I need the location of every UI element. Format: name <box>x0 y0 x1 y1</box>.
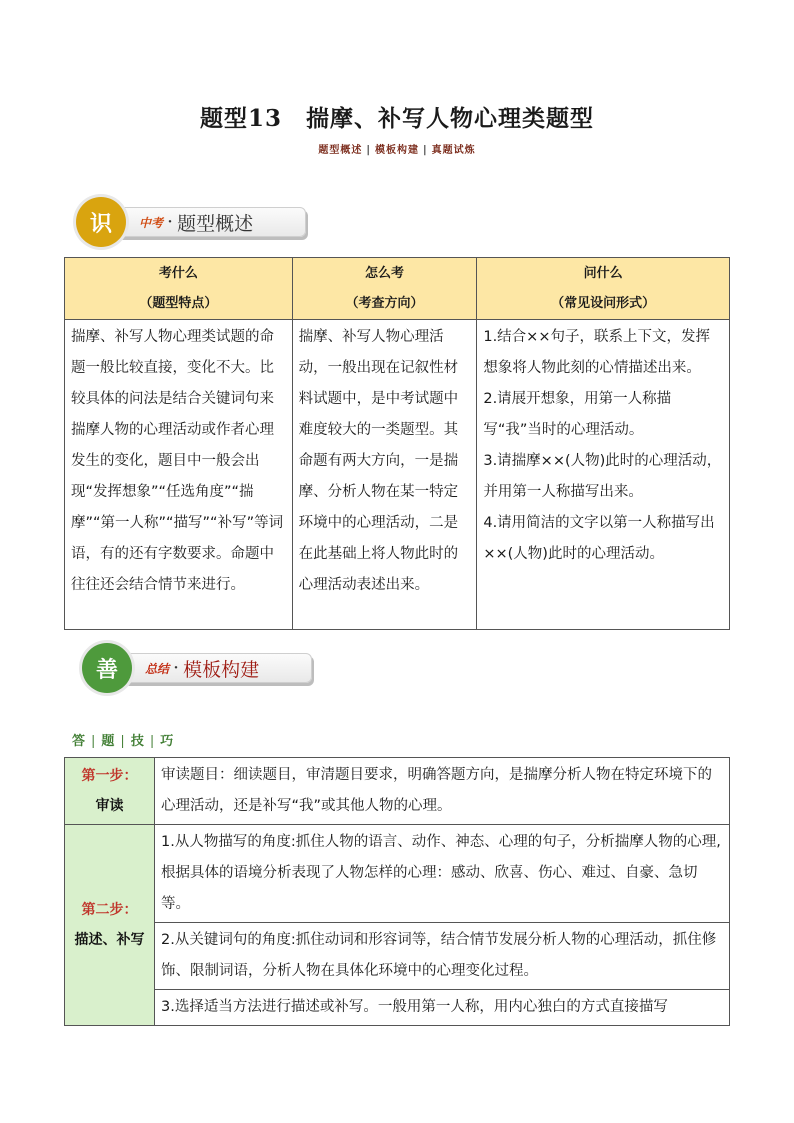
section-dot: · <box>167 211 174 233</box>
overview-table <box>64 257 730 630</box>
page-title: 题型13 揣摩、补写人物心理类题型 <box>199 105 594 132</box>
section-tag: 总结 <box>145 661 170 676</box>
step-1-text: 审读题目：细读题目，审清题目要求，明确答题方向，是揣摩分析人物在特定环境下的心理活动，还是补写“我”或其他人物的心理。 <box>155 758 730 825</box>
section-bar <box>122 653 312 683</box>
step-2-label: 第二步： 描述、补写 <box>65 825 155 1026</box>
step-1-label: 第一步： 审读 <box>65 758 155 825</box>
subtitle-part-2: 模板构建 <box>375 145 419 156</box>
section-title: 题型概述 <box>177 212 254 235</box>
table-cell-directions: 揣摩、补写人物心理活动，一般出现在记叙性材料试题中，是中考试题中难度较大的一类题型。其命题有两大方向，一是揣摩、分析人物在某一特定环境中的心理活动，二是在此基础上将人物此时的心理活动表述出来。 <box>292 320 477 630</box>
subtitle: 题型概述 | 模板构建 | 真题试炼 <box>318 145 476 156</box>
table-cell-questions <box>477 320 730 630</box>
section-badge-icon: 识 <box>76 197 126 247</box>
table-cell-features: 揣摩、补写人物心理类试题的命题一般比较直接，变化不大。比较具体的问法是结合关键词句来揣摩人物的心理活动或作者心理发生的变化，题目中一般会出现“发挥想象”“任选角度”“揣摩”“第一人称”“描写”“补写”等词语，有的还有字数要求。命题中往往还会结合情节来进行。 <box>65 320 293 630</box>
table-header-2: 怎么考 （考查方向） <box>292 258 477 320</box>
question-item: 1.结合××句子，联系上下文，发挥想象将人物此刻的心情描述出来。 <box>483 329 710 376</box>
step-2-item-1: 1.从人物描写的角度:抓住人物的语言、动作、神态、心理的句子，分析揣摩人物的心理,根据具体的语境分析表现了人物怎样的心理：感动、欣喜、伤心、难过、自豪、急切等。 <box>155 825 730 923</box>
steps-table <box>64 757 730 1026</box>
section-bar <box>116 207 306 237</box>
section-title: 模板构建 <box>183 658 260 681</box>
section-badge-icon: 善 <box>82 643 132 693</box>
step-2-item-2: 2.从关键词句的角度:抓住动词和形容词等，结合情节发展分析人物的心理活动，抓住修饰、限制词语，分析人物在具体化环境中的心理变化过程。 <box>155 923 730 990</box>
section-banner-overview <box>76 197 316 249</box>
section-tag: 中考 <box>139 215 164 230</box>
subtitle-part-3: 真题试炼 <box>431 145 476 156</box>
table-header-1: 考什么 （题型特点） <box>65 258 293 320</box>
question-item: 3.请揣摩××(人物)此时的心理活动，并用第一人称描写出来。 <box>483 453 722 500</box>
step-2-item-3: 3.选择适当方法进行描述或补写。一般用第一人称，用内心独白的方式直接描写 <box>155 990 730 1026</box>
question-item: 4.请用简洁的文字以第一人称描写出××(人物)此时的心理活动。 <box>483 515 715 562</box>
section-dot: · <box>173 657 180 679</box>
table-header-3: 问什么 （常见设问形式） <box>477 258 730 320</box>
question-item: 2.请展开想象，用第一人称描写“我”当时的心理活动。 <box>483 391 672 438</box>
subtitle-part-1: 题型概述 <box>318 145 363 156</box>
skills-label: 答 | 题 | 技 | 巧 <box>72 734 175 749</box>
section-banner-template <box>82 643 322 695</box>
